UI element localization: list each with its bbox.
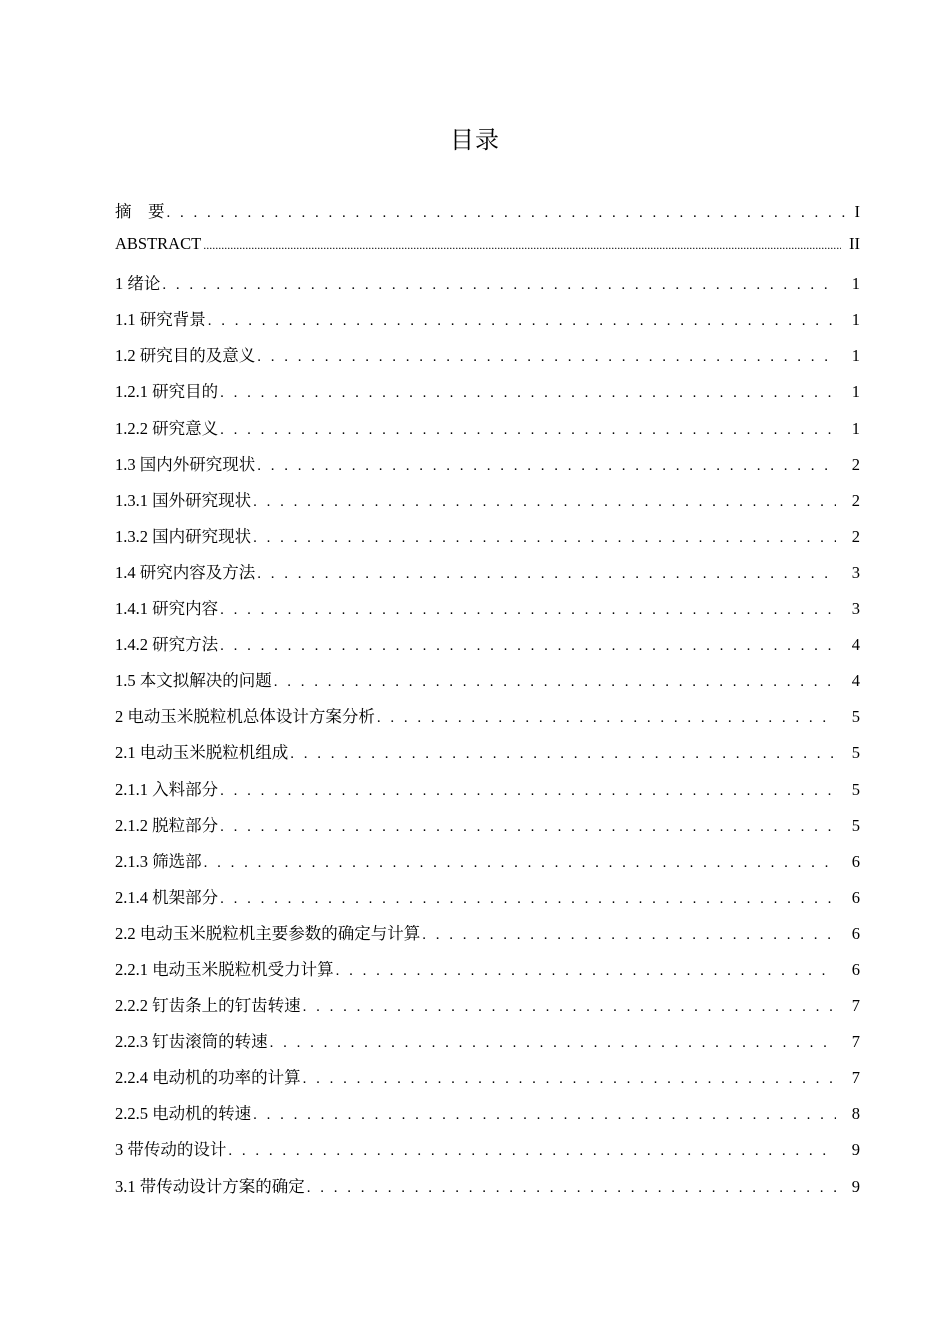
toc-entry-label: 2.2.1 电动玉米脱粒机受力计算 (115, 959, 334, 979)
toc-entry[interactable] (115, 415, 860, 451)
toc-entry-label: 2 电动玉米脱粒机总体设计方案分析 (115, 707, 375, 727)
toc-leader (290, 746, 836, 763)
toc-entry-label: 2.2.3 钉齿滚筒的转速 (115, 1032, 268, 1052)
toc-entry[interactable] (115, 703, 860, 739)
toc-entry-page: 9 (851, 1176, 860, 1196)
toc-leader (253, 530, 836, 547)
toc-entry-page: 5 (851, 779, 860, 799)
toc-entry[interactable] (115, 198, 860, 234)
toc-leader (162, 277, 836, 294)
toc-leader (203, 238, 841, 253)
toc-entry-label: 1.2 研究目的及意义 (115, 346, 256, 366)
toc-leader (377, 710, 836, 727)
toc-leader (336, 963, 836, 980)
toc-leader (220, 783, 836, 800)
toc-entry-page: 2 (851, 454, 860, 474)
toc-entry-page: 1 (851, 274, 860, 294)
toc-entry-page: 6 (851, 959, 860, 979)
toc-leader (303, 1071, 836, 1088)
toc-entry[interactable] (115, 451, 860, 487)
toc-entry-page: II (849, 234, 860, 254)
toc-entry[interactable] (115, 1136, 860, 1172)
toc-leader (167, 205, 847, 222)
toc-entry[interactable] (115, 1028, 860, 1064)
toc-leader (220, 422, 836, 439)
toc-entry-label: 2.1.4 机架部分 (115, 887, 219, 907)
toc-entry-page: 8 (851, 1104, 860, 1124)
toc-entry-page: 5 (851, 743, 860, 763)
toc-entry[interactable] (115, 234, 860, 270)
toc-entry-page: 1 (851, 418, 860, 438)
toc-entry-label: 2.1 电动玉米脱粒机组成 (115, 743, 289, 763)
toc-leader (257, 566, 836, 583)
toc-leader (253, 1107, 836, 1124)
toc-entry[interactable] (115, 956, 860, 992)
toc-entry[interactable] (115, 487, 860, 523)
toc-entry[interactable] (115, 306, 860, 342)
toc-entry-page: 7 (851, 996, 860, 1016)
toc-entry-label: 1.2.2 研究意义 (115, 418, 219, 438)
toc-entry-label: 1.5 本文拟解决的问题 (115, 671, 272, 691)
toc-entry-page: 1 (851, 310, 860, 330)
toc-entry-page: 4 (851, 671, 860, 691)
toc-entry[interactable] (115, 848, 860, 884)
toc-entry[interactable] (115, 1100, 860, 1136)
toc-leader (307, 1180, 836, 1197)
toc-leader (257, 349, 836, 366)
toc-leader (270, 1035, 836, 1052)
toc-entry-page: 3 (851, 562, 860, 582)
toc-title: 目录 (450, 126, 500, 154)
toc-entry-page: 6 (851, 851, 860, 871)
toc-entry-label: 1.1 研究背景 (115, 310, 206, 330)
toc-leader (303, 999, 836, 1016)
toc-entry-label: 1.2.1 研究目的 (115, 382, 219, 402)
toc-entry-label: 3.1 带传动设计方案的确定 (115, 1176, 305, 1196)
toc-entry-page: 6 (851, 887, 860, 907)
toc-leader (220, 819, 836, 836)
toc-entry-page: 4 (851, 635, 860, 655)
toc-entry[interactable] (115, 739, 860, 775)
toc-entry[interactable] (115, 992, 860, 1028)
toc-entry-label: 摘 要 (115, 202, 165, 221)
toc-entry[interactable] (115, 1173, 860, 1209)
toc-entry-page: I (854, 202, 860, 221)
toc-list (115, 198, 860, 1209)
toc-entry[interactable] (115, 776, 860, 812)
toc-entry-label: 2.2 电动玉米脱粒机主要参数的确定与计算 (115, 923, 421, 943)
toc-leader (208, 313, 836, 330)
toc-entry-page: 5 (851, 815, 860, 835)
toc-entry-page: 5 (851, 707, 860, 727)
toc-entry-page: 1 (851, 346, 860, 366)
toc-entry-label: 3 带传动的设计 (115, 1140, 227, 1160)
toc-leader (220, 385, 836, 402)
toc-leader (422, 927, 836, 944)
toc-entry[interactable] (115, 812, 860, 848)
toc-entry-page: 7 (851, 1032, 860, 1052)
toc-entry[interactable] (115, 378, 860, 414)
toc-entry[interactable] (115, 920, 860, 956)
toc-entry[interactable] (115, 884, 860, 920)
toc-entry-label: 1 绪论 (115, 274, 161, 294)
toc-leader (253, 494, 836, 511)
toc-entry[interactable] (115, 595, 860, 631)
toc-entry-label: 2.2.2 钉齿条上的钉齿转速 (115, 996, 301, 1016)
toc-entry-label: 2.2.5 电动机的转速 (115, 1104, 252, 1124)
toc-entry-page: 2 (851, 526, 860, 546)
toc-entry-label: 2.1.1 入料部分 (115, 779, 219, 799)
toc-entry-page: 7 (851, 1068, 860, 1088)
toc-entry[interactable] (115, 342, 860, 378)
toc-entry[interactable] (115, 559, 860, 595)
toc-entry-label: 1.3.1 国外研究现状 (115, 490, 252, 510)
toc-leader (220, 602, 836, 619)
toc-entry-label: 2.2.4 电动机的功率的计算 (115, 1068, 301, 1088)
toc-entry-label: 1.4.2 研究方法 (115, 635, 219, 655)
toc-entry-page: 2 (851, 490, 860, 510)
toc-entry-label: ABSTRACT (115, 234, 202, 254)
toc-leader (204, 855, 836, 872)
toc-entry[interactable] (115, 270, 860, 306)
toc-entry-label: 2.1.2 脱粒部分 (115, 815, 219, 835)
toc-leader (228, 1143, 836, 1160)
toc-entry-page: 1 (851, 382, 860, 402)
toc-entry-label: 1.3.2 国内研究现状 (115, 526, 252, 546)
toc-leader (257, 458, 836, 475)
toc-entry-label: 1.3 国内外研究现状 (115, 454, 256, 474)
toc-entry-label: 2.1.3 筛选部 (115, 851, 202, 871)
toc-leader (220, 891, 836, 908)
toc-entry[interactable] (115, 1064, 860, 1100)
toc-leader (220, 638, 836, 655)
toc-leader (274, 674, 836, 691)
toc-entry[interactable] (115, 631, 860, 667)
toc-entry-page: 6 (851, 923, 860, 943)
toc-entry-label: 1.4.1 研究内容 (115, 599, 219, 619)
toc-entry-page: 3 (851, 599, 860, 619)
toc-entry[interactable] (115, 523, 860, 559)
toc-entry[interactable] (115, 667, 860, 703)
toc-entry-label: 1.4 研究内容及方法 (115, 562, 256, 582)
toc-entry-page: 9 (851, 1140, 860, 1160)
